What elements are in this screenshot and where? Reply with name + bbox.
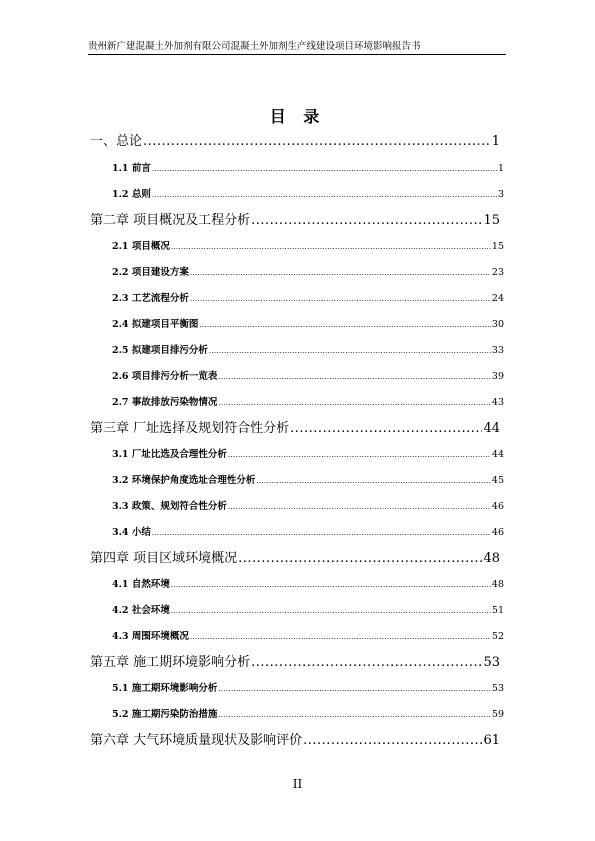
toc-leader-dots: [251, 655, 482, 670]
toc-entry-label: 3.4 小结: [112, 527, 151, 538]
toc-section-entry[interactable]: [112, 472, 504, 486]
toc-entry-label: 2.3 工艺流程分析: [112, 293, 189, 304]
toc-leader-dots: [209, 347, 491, 355]
toc-entry-label: 1.1 前言: [112, 163, 151, 174]
toc-leader-dots: [171, 243, 491, 251]
toc-entry-page: 61: [483, 733, 500, 748]
toc-section-entry[interactable]: [112, 628, 504, 642]
toc-entry-label: 第五章 施工期环境影响分析: [90, 655, 251, 670]
toc-entry-label: 2.4 拟建项目平衡图: [112, 319, 199, 330]
toc-section-entry[interactable]: [112, 186, 504, 200]
toc-entry-label: 3.2 环境保护角度选址合理性分析: [112, 475, 256, 486]
toc-leader-dots: [218, 399, 491, 407]
toc-entry-label: 2.1 项目概况: [112, 241, 170, 252]
toc-entry-page: 24: [491, 293, 504, 304]
toc-entry-page: 53: [491, 683, 504, 694]
toc-entry-page: 51: [491, 605, 504, 616]
toc-entry-label: 4.2 社会环境: [112, 605, 170, 616]
toc-entry-label: 第三章 厂址选择及规划符合性分析: [90, 421, 290, 436]
toc-leader-dots: [152, 165, 497, 173]
toc-entry-page: 1: [491, 134, 500, 149]
toc-section-entry[interactable]: [112, 498, 504, 512]
toc-section-entry[interactable]: [112, 394, 504, 408]
toc-section-entry[interactable]: [112, 368, 504, 382]
toc-leader-dots: [171, 607, 491, 615]
toc-entry-page: 52: [491, 631, 504, 642]
toc-leader-dots: [290, 421, 482, 436]
toc-entry-page: 48: [483, 551, 500, 566]
toc-section-entry[interactable]: [112, 576, 504, 590]
toc-entry-label: 第六章 大气环境质量现状及影响评价: [90, 733, 303, 748]
toc-leader-dots: [190, 633, 491, 641]
toc-entry-label: 第四章 项目区域环境概况: [90, 551, 238, 566]
toc-entry-page: 23: [491, 267, 504, 278]
toc-leader-dots: [152, 191, 497, 199]
toc-leader-dots: [256, 477, 491, 485]
toc-section-entry[interactable]: [112, 316, 504, 330]
toc-entry-page: 59: [491, 709, 504, 720]
toc-section-entry[interactable]: [112, 446, 504, 460]
toc-leader-dots: [228, 451, 491, 459]
toc-section-entry[interactable]: [112, 264, 504, 278]
toc-entry-page: 46: [491, 527, 504, 538]
toc-section-entry[interactable]: [112, 160, 504, 174]
toc-entry-page: 1: [497, 163, 504, 174]
toc-leader-dots: [143, 134, 491, 149]
toc-leader-dots: [228, 503, 491, 511]
toc-section-entry[interactable]: [112, 680, 504, 694]
toc-leader-dots: [251, 213, 482, 228]
toc-entry-label: 3.3 政策、规划符合性分析: [112, 501, 227, 512]
toc-leader-dots: [303, 733, 482, 748]
toc-leader-dots: [218, 711, 491, 719]
header-divider: [88, 54, 506, 55]
toc-section-entry[interactable]: [112, 602, 504, 616]
toc-entry-page: 48: [491, 579, 504, 590]
toc-leader-dots: [218, 685, 491, 693]
page-number: II: [292, 777, 303, 791]
toc-leader-dots: [199, 321, 491, 329]
toc-entry-label: 2.5 拟建项目排污分析: [112, 345, 208, 356]
toc-leader-dots: [218, 373, 491, 381]
toc-entry-page: 39: [491, 371, 504, 382]
toc-chapter-entry[interactable]: [90, 547, 500, 566]
toc-title: 目 录: [269, 107, 326, 126]
toc-leader-dots: [238, 551, 482, 566]
toc-entry-page: 3: [497, 189, 504, 200]
toc-chapter-entry[interactable]: [90, 417, 500, 436]
toc-chapter-entry[interactable]: [90, 651, 500, 670]
toc-entry-label: 1.2 总则: [112, 189, 151, 200]
toc-chapter-entry[interactable]: [90, 130, 500, 149]
toc-entry-label: 3.1 厂址比选及合理性分析: [112, 449, 227, 460]
toc-section-entry[interactable]: [112, 238, 504, 252]
toc-section-entry[interactable]: [112, 524, 504, 538]
toc-section-entry[interactable]: [112, 706, 504, 720]
toc-entry-page: 15: [483, 213, 500, 228]
toc-entry-label: 2.6 项目排污分析一览表: [112, 371, 218, 382]
toc-entry-label: 4.1 自然环境: [112, 579, 170, 590]
toc-entry-label: 2.2 项目建设方案: [112, 267, 189, 278]
toc-entry-page: 30: [491, 319, 504, 330]
toc-leader-dots: [152, 529, 491, 537]
toc-entry-label: 4.3 周围环境概况: [112, 631, 189, 642]
toc-section-entry[interactable]: [112, 290, 504, 304]
toc-entry-label: 2.7 事故排放污染物情况: [112, 397, 218, 408]
toc-entry-page: 45: [491, 475, 504, 486]
toc-entry-page: 43: [491, 397, 504, 408]
toc-chapter-entry[interactable]: [90, 729, 500, 748]
toc-section-entry[interactable]: [112, 342, 504, 356]
running-header: 贵州新广建混凝土外加剂有限公司混凝土外加剂生产线建设项目环境影响报告书: [88, 41, 421, 52]
toc-chapter-entry[interactable]: [90, 209, 500, 228]
toc-entry-page: 44: [483, 421, 500, 436]
toc-entry-page: 15: [491, 241, 504, 252]
toc-entry-page: 44: [491, 449, 504, 460]
toc-entry-label: 第二章 项目概况及工程分析: [90, 213, 251, 228]
toc-entry-page: 53: [483, 655, 500, 670]
toc-leader-dots: [190, 269, 491, 277]
toc-leader-dots: [190, 295, 491, 303]
toc-entry-label: 一、总论: [90, 134, 143, 149]
toc-leader-dots: [171, 581, 491, 589]
toc-entry-label: 5.2 施工期污染防治措施: [112, 709, 218, 720]
toc-entry-page: 33: [491, 345, 504, 356]
toc-entry-label: 5.1 施工期环境影响分析: [112, 683, 218, 694]
toc-entry-page: 46: [491, 501, 504, 512]
